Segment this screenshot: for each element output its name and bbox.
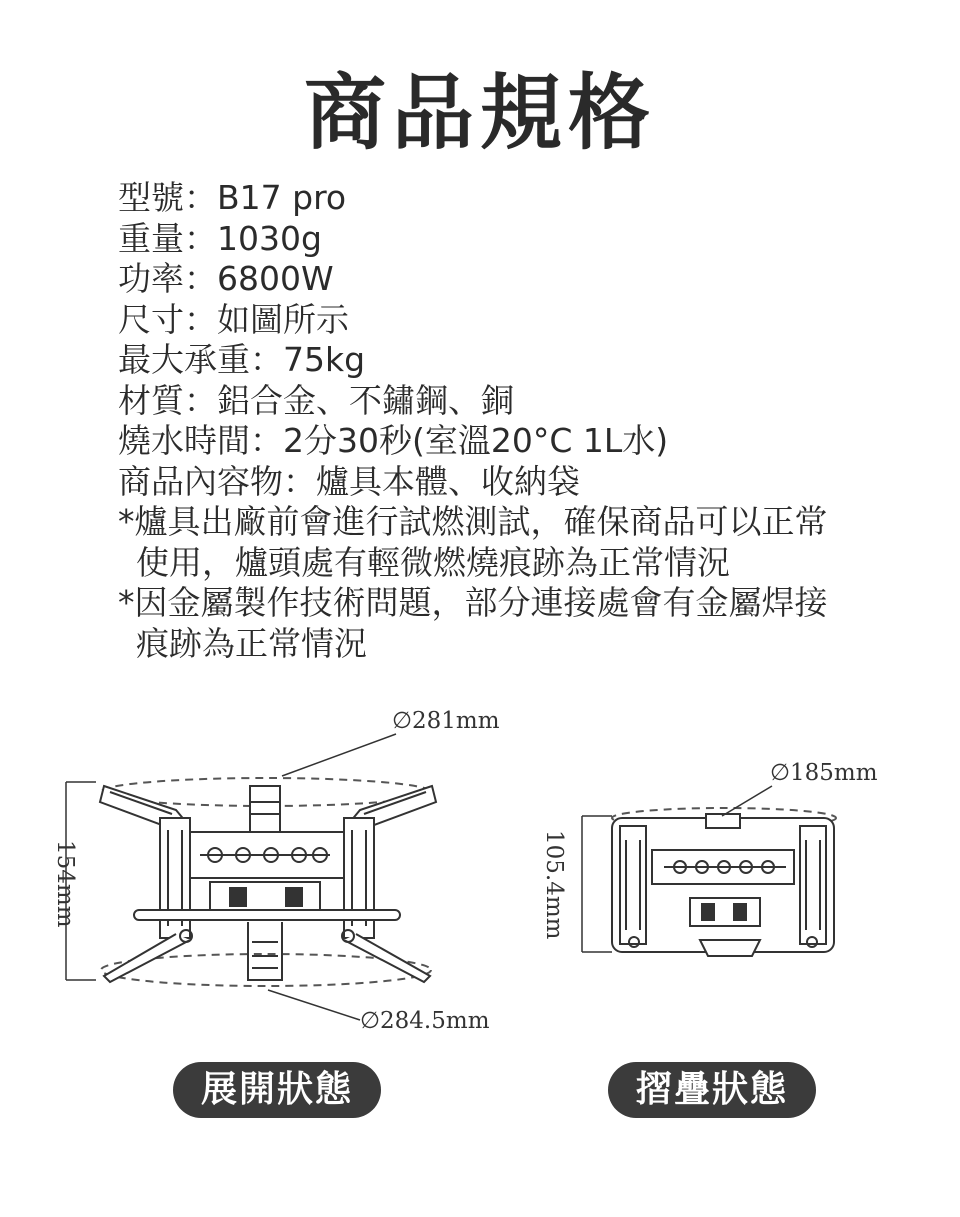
- note-test-burn: [118, 502, 918, 583]
- note-welding-line2: 痕跡為正常情況: [136, 623, 367, 663]
- spec-material: 材質：鋁合金、不鏽鋼、銅: [118, 380, 514, 420]
- page-title: 商品規格: [303, 66, 656, 161]
- dimension-diagram: [0, 690, 960, 1040]
- spec-weight: 重量：1030g: [118, 218, 322, 258]
- note-welding: [118, 583, 918, 664]
- open-height-label: 154mm: [52, 840, 78, 928]
- folded-height-label: 105.4mm: [541, 830, 567, 940]
- spec-size: 尺寸：如圖所示: [118, 299, 349, 339]
- spec-boil-time: 燒水時間：2分30秒(室溫20°C 1L水): [118, 421, 669, 460]
- open-stove-illustration: [100, 778, 436, 986]
- note-test-burn-line1: *爐具出廠前會進行試燃測試，確保商品可以正常: [118, 502, 828, 541]
- spec-power: 功率：6800W: [118, 259, 334, 298]
- spec-contents: 商品內容物：爐具本體、收納袋: [118, 461, 580, 501]
- spec-model: 型號：B17 pro: [118, 178, 347, 217]
- note-test-burn-line2: 使用，爐頭處有輕微燃燒痕跡為正常情況: [136, 542, 730, 582]
- open-state-label: 展開狀態: [173, 1062, 381, 1118]
- folded-state-label: 摺疊狀態: [608, 1062, 816, 1118]
- open-top-diameter-label: ∅281mm: [392, 708, 500, 734]
- open-bottom-diameter-label: ∅284.5mm: [360, 1008, 490, 1034]
- spec-list: [118, 178, 918, 664]
- spec-max-load: 最大承重：75kg: [118, 340, 366, 379]
- folded-stove-illustration: [612, 808, 836, 956]
- folded-diameter-label: ∅185mm: [770, 760, 878, 786]
- note-welding-line1: *因金屬製作技術問題，部分連接處會有金屬焊接: [118, 583, 828, 622]
